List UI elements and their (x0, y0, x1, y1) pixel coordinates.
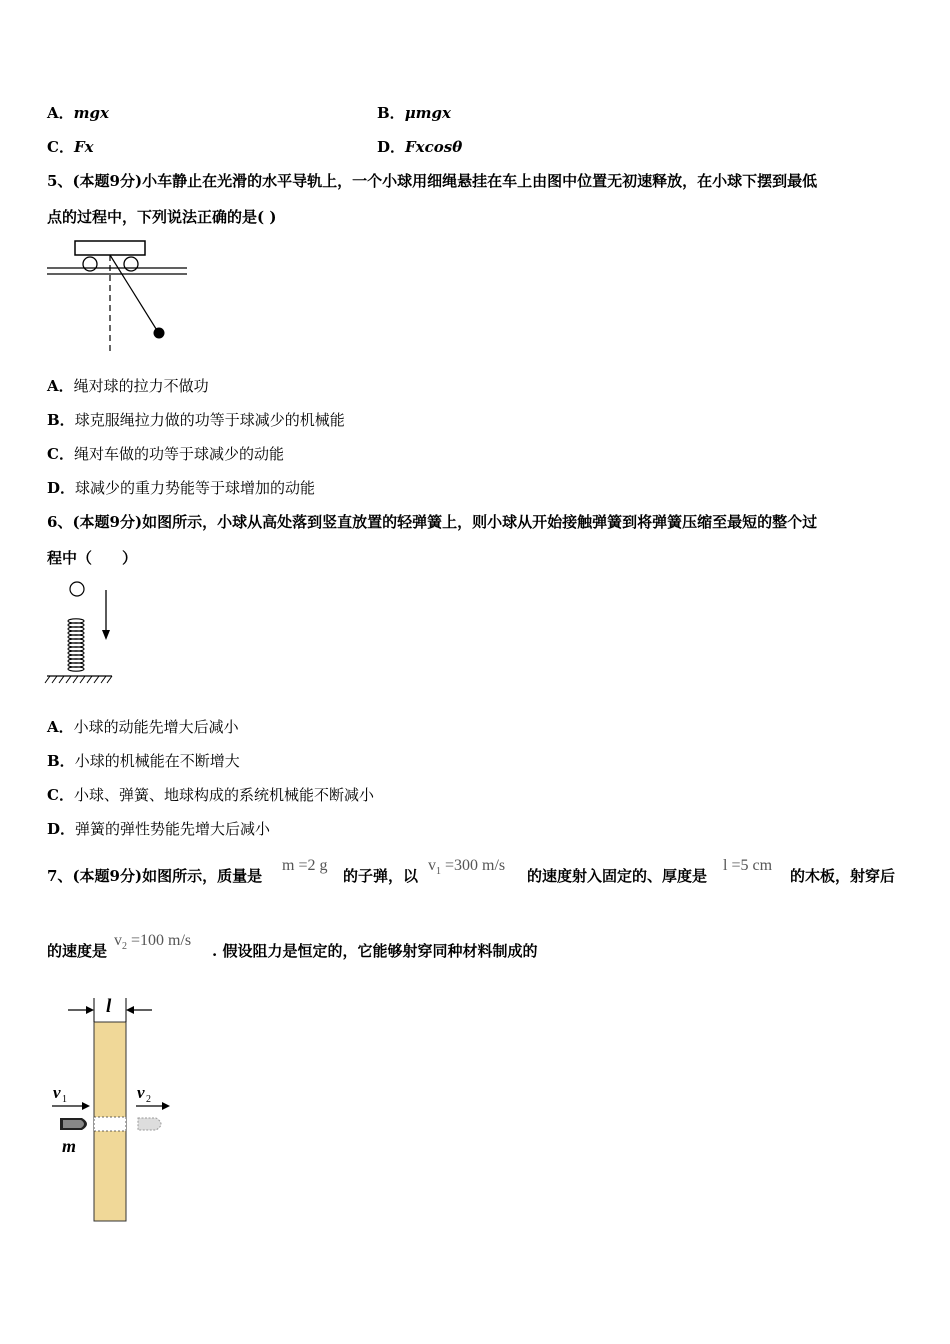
q4-option-a (47, 103, 109, 123)
q5-stem-line2: 点的过程中，下列说法正确的是( ) (47, 208, 277, 226)
bullet-board-figure (48, 990, 178, 1226)
cart-wheel-right (124, 257, 138, 271)
option-letter: C． (47, 786, 74, 804)
option-letter: A． (47, 377, 74, 395)
q6-stem-line2: 程中（ ） (47, 549, 138, 567)
v2-number: =100 m/s (127, 932, 192, 949)
option-text: 球克服绳拉力做的功等于球减少的机械能 (74, 411, 345, 429)
option-letter: D． (377, 138, 406, 156)
ground-hatch (45, 676, 112, 683)
left-arrow-icon (126, 1006, 134, 1014)
bullet-incoming-shine (63, 1120, 84, 1128)
q6-option-b (47, 751, 240, 771)
cart-body (75, 241, 145, 255)
q7-text-2: 的子弹，以 (343, 867, 419, 885)
question-tag: (本题9分) (72, 513, 143, 531)
option-text: Fxcosθ (405, 138, 463, 156)
question-number: 5、 (47, 172, 73, 190)
label-v2-sub: 2 (146, 1094, 151, 1105)
q7-text-4: 的木板，射穿后 (790, 867, 896, 885)
option-text: 绳对球的拉力不做功 (73, 377, 209, 395)
q5-stem-line1 (47, 171, 817, 191)
option-letter: A． (47, 104, 74, 122)
option-text: Fx (73, 138, 94, 156)
pendulum-ball (154, 328, 165, 339)
question-number: 7、 (47, 867, 73, 885)
spring-ball-figure (44, 578, 116, 688)
question-number: 6、 (47, 513, 73, 531)
question-stem: 小车静止在光滑的水平导轨上，一个小球用细绳悬挂在车上由图中位置无初速释放，在小球下摆到最低 (142, 172, 818, 190)
q5-option-b (47, 410, 345, 430)
mass-value: m =2 g (282, 857, 328, 874)
q4-option-b (377, 103, 451, 123)
option-text: μmgx (404, 104, 451, 122)
option-text: 小球的动能先增大后减小 (73, 718, 239, 736)
question-tag: (本题9分) (72, 867, 143, 885)
q5-option-d (47, 478, 315, 498)
option-text: 弹簧的弹性势能先增大后减小 (75, 820, 271, 838)
option-text: 球减少的重力势能等于球增加的动能 (75, 479, 316, 497)
option-letter: D． (47, 479, 76, 497)
cart-pendulum-figure (44, 236, 190, 356)
label-m: m (62, 1136, 77, 1156)
q7-text-3: 的速度射入固定的、厚度是 (527, 867, 708, 885)
option-letter: B． (47, 411, 75, 429)
down-arrow-icon (102, 630, 110, 640)
cart-wheel-left (83, 257, 97, 271)
option-letter: C． (47, 445, 74, 463)
q6-stem-line1 (47, 512, 817, 532)
q6-option-c (47, 785, 374, 805)
label-v2: v (137, 1083, 145, 1102)
question-stem: 如图所示，小球从高处落到竖直放置的轻弹簧上，则小球从开始接触弹簧到将弹簧压缩至最短的整个过 (142, 513, 818, 531)
q4-option-d (377, 137, 462, 157)
question-tag: (本题9分) (72, 172, 143, 190)
spring (68, 619, 84, 671)
option-letter: B． (47, 752, 75, 770)
v1-number: =300 m/s (441, 857, 506, 874)
right-arrow-icon (86, 1006, 94, 1014)
q5-option-c (47, 444, 284, 464)
option-text: mgx (73, 104, 109, 122)
label-v1: v (53, 1083, 61, 1102)
v2-subscript: 2 (122, 941, 127, 953)
v2-symbol: v (114, 932, 122, 949)
thickness-value: l =5 cm (723, 857, 773, 874)
q7-label (47, 866, 262, 886)
q6-option-d (47, 819, 270, 839)
label-v1-sub: 1 (62, 1094, 67, 1105)
label-l: l (106, 996, 112, 1017)
v1-arrow-icon (82, 1102, 90, 1110)
option-text: 小球、弹簧、地球构成的系统机械能不断减小 (73, 786, 374, 804)
question-stem: 如图所示，质量是 (142, 867, 263, 885)
q6-option-a (47, 717, 239, 737)
bullet-hole (94, 1117, 126, 1131)
option-text: 绳对车做的功等于球减少的动能 (73, 445, 284, 463)
v1-symbol: v (428, 857, 436, 874)
q7-text-6: . 假设阻力是恒定的，它能够射穿同种材料制成的 (212, 942, 538, 960)
option-text: 小球的机械能在不断增大 (74, 752, 240, 770)
q5-option-a (47, 376, 209, 396)
option-letter: C． (47, 138, 74, 156)
q7-text-5: 的速度是 (47, 942, 108, 960)
option-letter: D． (47, 820, 76, 838)
v2-value (114, 931, 191, 957)
falling-ball (70, 582, 84, 596)
bullet-outgoing (138, 1118, 161, 1130)
q4-option-c (47, 137, 94, 157)
v1-subscript: 1 (436, 866, 441, 878)
v2-arrow-icon (162, 1102, 170, 1110)
v1-value (428, 856, 505, 882)
option-letter: B． (377, 104, 405, 122)
option-letter: A． (47, 718, 74, 736)
